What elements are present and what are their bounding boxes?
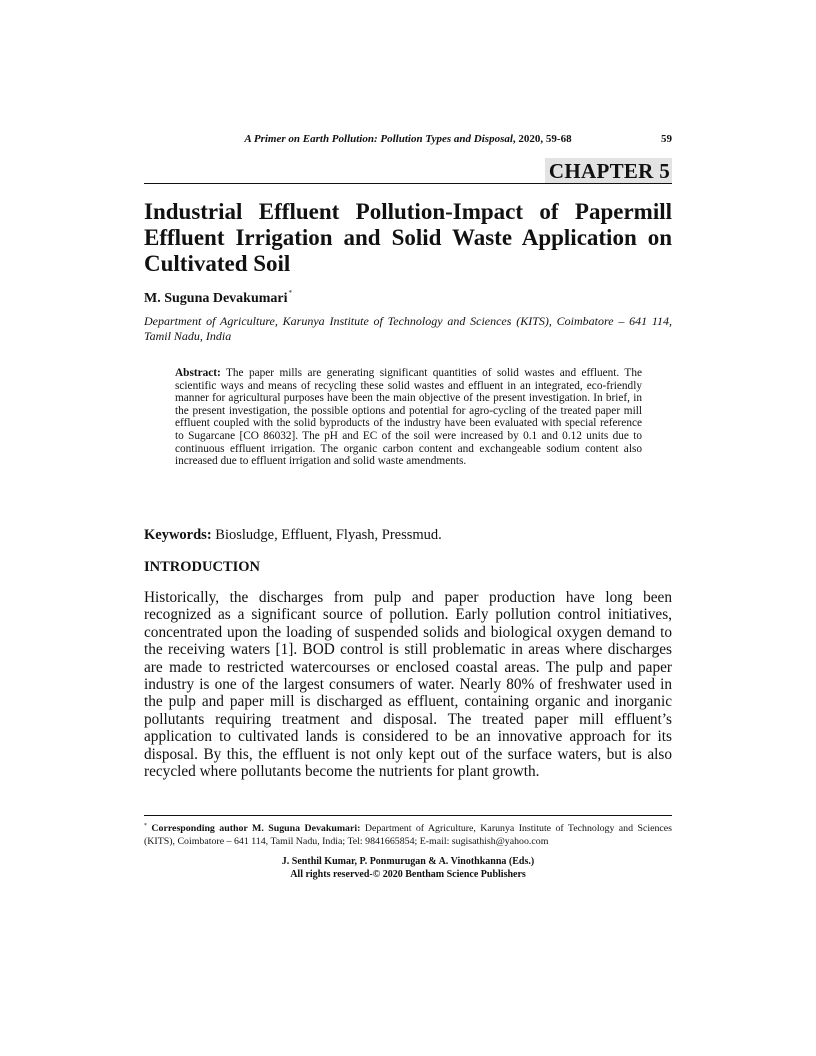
abstract — [175, 367, 642, 468]
publisher-credits — [144, 856, 672, 881]
copyright-line: All rights reserved-© 2020 Bentham Science Publishers — [290, 868, 526, 880]
editors-line: J. Senthil Kumar, P. Ponmurugan & A. Vinothkanna (Eds.) — [281, 856, 535, 867]
footnote-text: Department of Agriculture, Karunya Institute of Technology and Sciences (KITS), Coimbatore – 641 114, Tamil Nadu, India; Tel: 9841665854; E-mail: sugisathish@yahoo.com — [144, 823, 672, 847]
footnote — [144, 820, 672, 848]
running-header — [144, 133, 672, 145]
author-footnote-marker: * — [288, 289, 293, 297]
footnote-label: Corresponding author M. Suguna Devakumari: — [147, 823, 361, 834]
chapter-divider — [144, 183, 672, 184]
article-title: Industrial Effluent Pollution-Impact of Papermill Effluent Irrigation and Solid Waste Application on Cultivated Soil — [144, 199, 672, 276]
author-line — [144, 289, 292, 307]
author-affiliation: Department of Agriculture, Karunya Institute of Technology and Sciences (KITS), Coimbatore – 641 114, Tamil Nadu, India — [144, 314, 672, 343]
running-header-title: A Primer on Earth Pollution: Pollution Types and Disposal — [244, 133, 513, 145]
author-name: M. Suguna Devakumari — [144, 291, 288, 306]
chapter-label: CHAPTER 5 — [545, 158, 672, 184]
running-header-details: , 2020, 59-68 — [512, 133, 572, 145]
footnote-divider — [144, 815, 672, 816]
abstract-text: The paper mills are generating significant quantities of solid wastes and effluent. The scientific ways and means of recycling these solid wastes and effluent in an integrated, eco-friendly manner for agricultural purposes have been the main objective of the present investigation. In brief, in the present investigation, the possible options and potential for agro-cycling of the treated paper mill effluent coupled with the solid byproducts of the industry have been evaluated with special reference to Sugarcane [CO 86032]. The pH and EC of the soil were increased by 0.1 and 0.12 units due to continuous effluent irrigation. The organic carbon content and exchangeable sodium content also increased due to effluent irrigation and solid waste amendments. — [175, 367, 642, 468]
page-number: 59 — [661, 133, 672, 145]
footnote-marker: * — [144, 823, 147, 829]
keywords-label: Keywords: — [144, 527, 212, 543]
keywords — [144, 527, 442, 544]
introduction-paragraph: Historically, the discharges from pulp and paper production have long been recognized as a significant source of pollution. Early pollution control initiatives, concentrated upon the loading of suspended solids and biological oxygen demand to the receiving waters [1]. BOD control is still problematic in areas where discharges are made to restricted watercourses or enclosed coastal areas. The pulp and paper industry is one of the largest consumers of water. Nearly 80% of freshwater used in the pulp and paper mill is discharged as effluent, containing organic and inorganic pollutants requiring treatment and disposal. The treated paper mill effluent’s application to cultivated lands is considered to be an innovative approach for its disposal. By this, the effluent is not only kept out of the surface waters, but is also recycled where pollutants become the nutrients for plant growth. — [144, 589, 672, 781]
abstract-label: Abstract: — [175, 367, 221, 379]
section-heading-introduction: INTRODUCTION — [144, 559, 261, 575]
keywords-text: Biosludge, Effluent, Flyash, Pressmud. — [211, 527, 442, 543]
